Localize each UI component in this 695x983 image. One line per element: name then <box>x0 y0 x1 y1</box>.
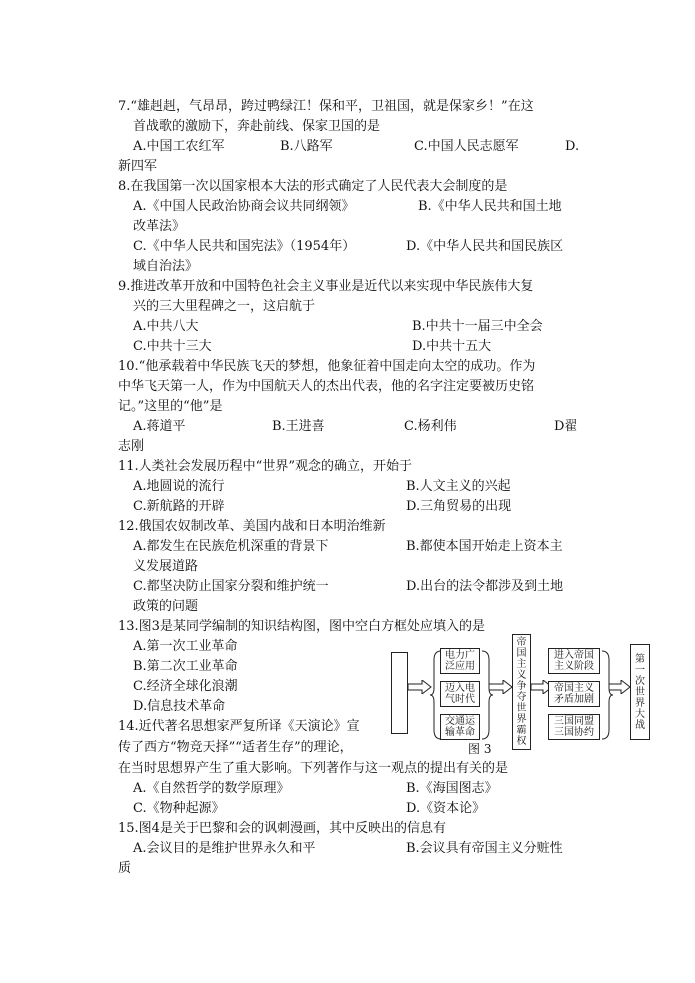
arrow-right-icon <box>609 680 631 694</box>
q11-stem: 11.人类社会发展历程中“世界”观念的确立，开始于 <box>118 459 412 474</box>
arrow-right-icon <box>489 680 513 694</box>
q7-stem-line2: 首战歌的激励下，奔赴前线、保家卫国的是 <box>133 119 381 134</box>
q7-option-d-text: 新四军 <box>118 159 158 174</box>
box-imperialist-rivalry <box>512 634 531 750</box>
q10-stem-line3: 记。”这里的“他”是 <box>118 399 223 414</box>
q9-option-d: D.中共十五大 <box>412 339 492 354</box>
box-electric-power <box>440 648 480 674</box>
q15-stem: 15.图4是关于巴黎和会的讽刺漫画，其中反映出的信息有 <box>118 821 446 836</box>
q10-option-b: B.王进喜 <box>272 419 325 434</box>
q14-stem-line3: 在当时思想界产生了重大影响。下列著作与这一观点的提出有关的是 <box>118 761 509 776</box>
q10-stem-line1: 10.“他承载着中华民族飞天的梦想，他象征着中国走向太空的成功。作为 <box>118 359 536 374</box>
q14-stem-line1: 14.近代著名思想家严复所译《天演论》宣 <box>118 719 360 734</box>
q7-option-b: B.八路军 <box>280 139 333 154</box>
q8-stem: 8.在我国第一次以国家根本大法的形式确定了人民代表大会制度的是 <box>118 179 508 194</box>
q7-option-d-label: D. <box>565 139 580 154</box>
box-imperialist-stage <box>548 648 600 674</box>
q12-option-b: B.都使本国开始走上资本主 <box>406 539 563 554</box>
q15-option-a: A.会议目的是维护世界永久和平 <box>133 841 316 856</box>
q8-option-b-cont: 改革法》 <box>133 219 186 234</box>
arrow-right-icon <box>408 680 432 694</box>
q14-stem-line2: 传了西方“物竞天择”“适者生存”的理论， <box>118 740 353 755</box>
box-electric-age <box>440 681 480 707</box>
q8-option-b: B.《中华人民共和国土地 <box>418 199 562 214</box>
q7-option-a: A.中国工农红军 <box>133 139 225 154</box>
q12-stem: 12.俄国农奴制改革、美国内战和日本明治维新 <box>118 519 386 534</box>
box-world-war-one <box>630 644 650 740</box>
box-contradictions-intensify <box>548 681 600 707</box>
blank-box <box>391 652 408 734</box>
q13-stem: 13.图3是某同学编制的知识结构图，图中空白方框处应填入的是 <box>118 619 485 634</box>
q13-option-a: A.第一次工业革命 <box>133 639 238 654</box>
q10-option-c: C.杨利伟 <box>404 419 457 434</box>
q10-option-d-text: 志刚 <box>118 439 145 454</box>
figure-3-caption: 图 3 <box>468 742 492 756</box>
q7-option-c: C.中国人民志愿军 <box>414 139 519 154</box>
box-world-war-one-label: 第一次世界大战 <box>635 653 645 731</box>
q10-stem-line2: 中华飞天第一人，作为中国航天人的杰出代表，他的名字注定要被历史铭 <box>118 379 535 394</box>
box-alliances-label: 三国同盟三国协约 <box>554 716 594 738</box>
q12-option-d-cont: 政策的问题 <box>133 599 199 614</box>
q13-option-c: C.经济全球化浪潮 <box>133 679 238 694</box>
q10-option-a: A.蒋道平 <box>133 419 186 434</box>
q12-option-c: C.都坚决防止国家分裂和维护统一 <box>133 579 329 594</box>
q11-option-c: C.新航路的开辟 <box>133 499 225 514</box>
q8-option-c: C.《中华人民共和国宪法》（1954年） <box>133 239 356 254</box>
right-brace-icon <box>481 650 493 740</box>
q11-option-b: B.人文主义的兴起 <box>406 479 511 494</box>
box-electric-age-label: 迈入电气时代 <box>445 683 475 705</box>
box-imperialist-rivalry-label: 帝国主义争夺世界霸权 <box>516 637 527 747</box>
q8-option-d-cont: 域自治法》 <box>133 259 199 274</box>
box-transport-revolution-label: 交通运输革命 <box>445 716 475 738</box>
q7-stem-line1: 7.“雄赳赳，气昂昂，跨过鸭绿江！保和平，卫祖国，就是保家乡！”在这 <box>118 99 534 114</box>
q15-option-b-cont: 质 <box>118 861 132 876</box>
q9-stem-line1: 9.推进改革开放和中国特色社会主义事业是近代以来实现中华民族伟大复 <box>118 279 534 294</box>
q8-option-a: A.《中国人民政治协商会议共同纲领》 <box>133 199 355 214</box>
q15-option-b: B.会议具有帝国主义分赃性 <box>406 841 563 856</box>
q9-option-a: A.中共八大 <box>133 319 199 334</box>
q14-option-a: A.《自然哲学的数学原理》 <box>133 781 290 796</box>
q12-option-a: A.都发生在民族危机深重的背景下 <box>133 539 329 554</box>
q14-option-c: C.《物种起源》 <box>133 801 225 816</box>
box-alliances <box>548 714 600 740</box>
q13-option-b: B.第二次工业革命 <box>133 659 238 674</box>
q14-option-d: D.《资本论》 <box>406 801 486 816</box>
box-transport-revolution <box>440 714 480 740</box>
q11-option-a: A.地圆说的流行 <box>133 479 225 494</box>
q9-option-b: B.中共十一届三中全会 <box>412 319 543 334</box>
q8-option-d: D.《中华人民共和国民族区 <box>406 239 564 254</box>
q9-option-c: C.中共十三大 <box>133 339 212 354</box>
box-contradictions-intensify-label: 帝国主义矛盾加剧 <box>554 683 594 705</box>
q12-option-d: D.出台的法令都涉及到土地 <box>406 579 564 594</box>
q14-option-b: B.《海国图志》 <box>406 781 498 796</box>
q11-option-d: D.三角贸易的出现 <box>406 499 512 514</box>
q13-option-d: D.信息技术革命 <box>133 699 226 714</box>
right-brace-icon <box>601 650 613 740</box>
q9-stem-line2: 兴的三大里程碑之一，这启航于 <box>133 299 316 314</box>
box-electric-power-label: 电力广泛应用 <box>445 650 475 672</box>
q10-option-d-label: D翟 <box>554 419 578 434</box>
q12-option-b-cont: 义发展道路 <box>133 559 199 574</box>
box-imperialist-stage-label: 进入帝国主义阶段 <box>554 650 594 672</box>
